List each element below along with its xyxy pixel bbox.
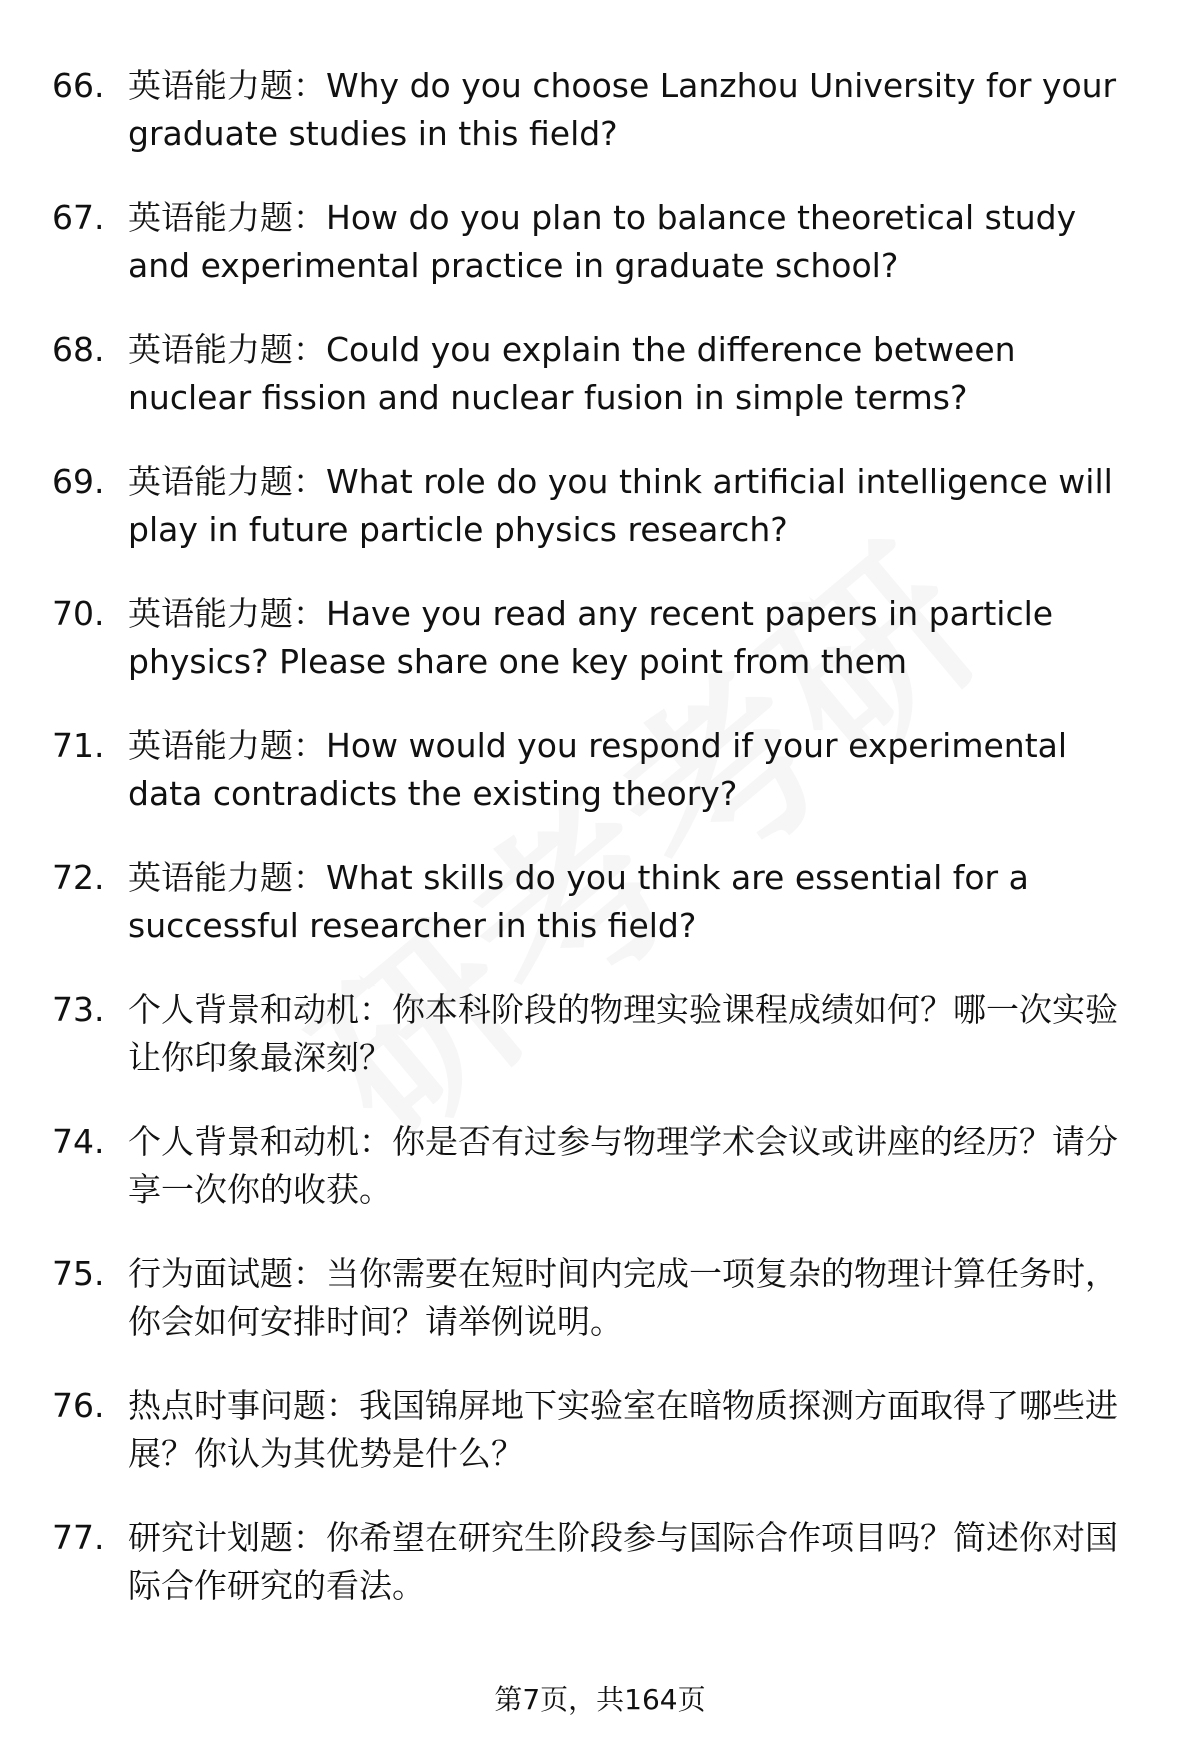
question-number: 73.	[52, 990, 105, 1029]
question-text: 个人背景和动机：你本科阶段的物理实验课程成绩如何？哪一次实验让你印象最深刻？	[128, 990, 1118, 1077]
question-number: 67.	[52, 198, 105, 237]
question-item	[0, 986, 1200, 1096]
question-text: 研究计划题：你希望在研究生阶段参与国际合作项目吗？简述你对国际合作研究的看法。	[128, 1518, 1118, 1605]
question-text: 英语能力题：How would you respond if your experimental data contradicts the existing theory?	[128, 726, 1068, 813]
question-number: 68.	[52, 330, 105, 369]
page-footer: 第7页，共164页	[494, 1683, 706, 1716]
question-number: 69.	[52, 462, 105, 501]
question-item	[0, 194, 1200, 304]
question-text: 个人背景和动机：你是否有过参与物理学术会议或讲座的经历？请分享一次你的收获。	[128, 1122, 1118, 1209]
question-item	[0, 1382, 1200, 1492]
question-text: 英语能力题：Could you explain the difference between nuclear fission and nuclear fusion in simple terms?	[128, 330, 1016, 417]
question-text: 英语能力题：How do you plan to balance theoretical study and experimental practice in graduate school?	[128, 198, 1077, 285]
question-item	[0, 1514, 1200, 1624]
question-item	[0, 62, 1200, 172]
question-number: 74.	[52, 1122, 105, 1161]
question-item	[0, 722, 1200, 832]
question-item	[0, 1250, 1200, 1360]
question-item	[0, 590, 1200, 700]
question-text: 行为面试题：当你需要在短时间内完成一项复杂的物理计算任务时，你会如何安排时间？请举例说明。	[128, 1254, 1118, 1341]
question-item	[0, 854, 1200, 964]
question-item	[0, 1118, 1200, 1228]
question-item	[0, 458, 1200, 568]
question-text: 英语能力题：What skills do you think are essential for a successful researcher in this field?	[128, 858, 1029, 945]
question-number: 77.	[52, 1518, 105, 1557]
question-text: 英语能力题：Why do you choose Lanzhou University for your graduate studies in this field?	[128, 66, 1117, 153]
question-item	[0, 326, 1200, 436]
question-number: 72.	[52, 858, 105, 897]
question-number: 71.	[52, 726, 105, 765]
question-number: 70.	[52, 594, 105, 633]
question-text: 热点时事问题：我国锦屏地下实验室在暗物质探测方面取得了哪些进展？你认为其优势是什么？	[128, 1386, 1118, 1473]
question-number: 66.	[52, 66, 105, 105]
question-text: 英语能力题：Have you read any recent papers in particle physics? Please share one key point from them	[128, 594, 1054, 681]
question-number: 76.	[52, 1386, 105, 1425]
question-number: 75.	[52, 1254, 105, 1293]
question-text: 英语能力题：What role do you think artificial intelligence will play in future particle physics research?	[128, 462, 1113, 549]
